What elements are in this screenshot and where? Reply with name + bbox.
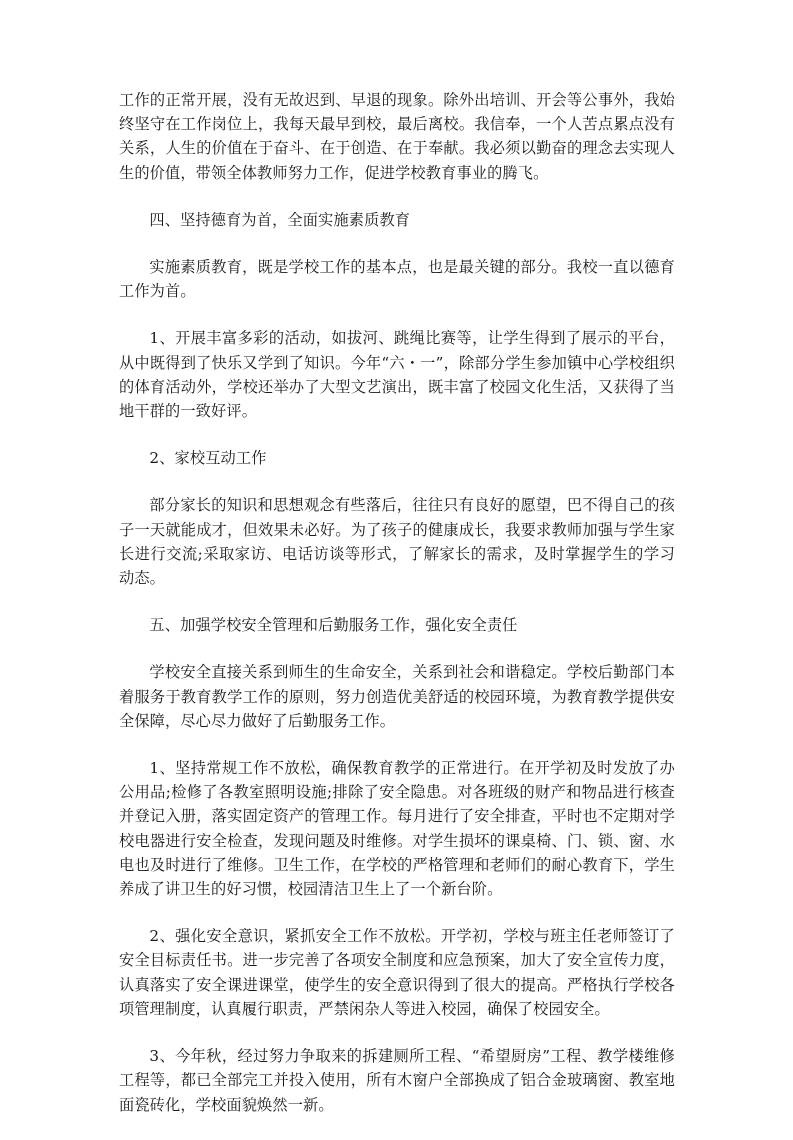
paragraph-activities: 1、开展丰富多彩的活动，如拔河、跳绳比赛等，让学生得到了展示的平台，从中既得到了快乐又学到了知识。今年“六・一”，除部分学生参加镇中心学校组织的体育活动外，学校还举办了大型文艺演出，既丰富了校园文化生活，又获得了当地干群的一致好评。 xyxy=(119,329,675,421)
section-heading-safety: 五、加强学校安全管理和后勤服务工作，强化安全责任 xyxy=(149,616,518,635)
subheading-home-school: 2、家校互动工作 xyxy=(149,449,267,468)
section-heading-moral-education: 四、坚持德育为首，全面实施素质教育 xyxy=(149,210,411,229)
paragraph-quality-education: 实施素质教育，既是学校工作的基本点，也是最关键的部分。我校一直以德育工作为首。 xyxy=(119,258,675,301)
paragraph-safety-awareness: 2、强化安全意识，紧抓安全工作不放松。开学初，学校与班主任老师签订了安全目标责任书。进一步完善了各项安全制度和应急预案，加大了安全宣传力度，认真落实了安全课进课堂，使学生的安全意识得到了很大的提高。严格执行学校各项管理制度，认真履行职责，严禁闲杂人等进入校园，确保了校园安全。 xyxy=(119,927,675,1018)
paragraph-continuation: 工作的正常开展，没有无故迟到、早退的现象。除外出培训、开会等公事外，我始终坚守在工作岗位上，我每天最早到校，最后离校。我信奉，一个人苦点累点没有关系，人生的价值在于奋斗、在于创造、在于奉献。我必须以勤奋的理念去实现人生的价值，带领全体教师努力工作，促进学校教育事业的腾飞。 xyxy=(119,91,675,182)
paragraph-routine-work: 1、坚持常规工作不放松，确保教育教学的正常进行。在开学初及时发放了办公用品;检修了各教室照明设施;排除了安全隐患。对各班级的财产和物品进行核查并登记入册，落实固定资产的管理工作。每月进行了安全排查，平时也不定期对学校电器进行安全检查，发现问题及时维修。对学生损坏的课桌椅、门、锁、窗、水电也及时进行了维修。卫生工作，在学校的严格管理和老师们的耐心教育下，学生养成了讲卫生的好习惯，校园清洁卫生上了一个新台阶。 xyxy=(119,759,675,899)
paragraph-construction: 3、今年秋，经过努力争取来的拆建厕所工程、“希望厨房”工程、教学楼维修工程等，都已全部完工并投入使用，所有木窗户全部换成了铝合金玻璃窗、教室地面瓷砖化，学校面貌焕然一新。 xyxy=(119,1047,675,1114)
paragraph-safety-intro: 学校安全直接关系到师生的生命安全，关系到社会和谐稳定。学校后勤部门本着服务于教育教学工作的原则，努力创造优美舒适的校园环境，为教育教学提供安全保障，尽心尽力做好了后勤服务工作。 xyxy=(119,663,675,730)
document-page xyxy=(119,88,675,1140)
paragraph-parents: 部分家长的知识和思想观念有些落后，往往只有良好的愿望，巴不得自己的孩子一天就能成才，但效果未必好。为了孩子的健康成长，我要求教师加强与学生家长进行交流;采取家访、电话访谈等形式，了解家长的需求，及时掌握学生的学习动态。 xyxy=(119,496,675,588)
